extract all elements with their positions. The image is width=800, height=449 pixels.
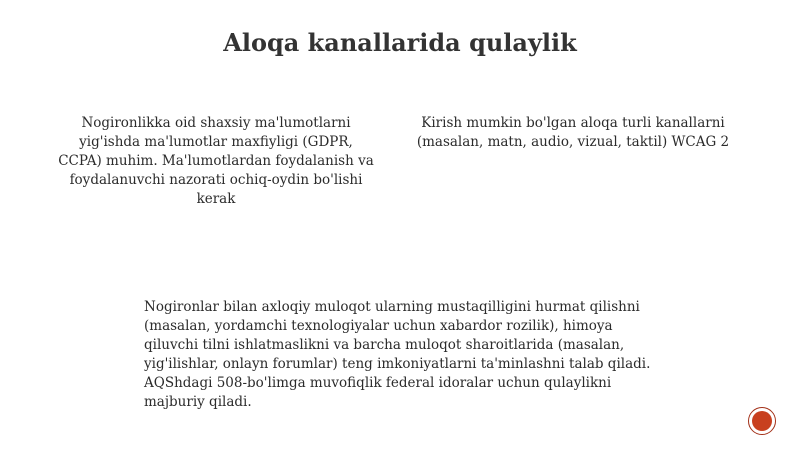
channels-text-block: Kirish mumkin bo'lgan aloqa turli kanallarni (masalan, matn, audio, vizual, taktil) WCAG 2 — [416, 115, 730, 150]
slide-nav-button[interactable] — [748, 407, 776, 435]
privacy-text-block: Nogironlikka oid shaxsiy ma'lumotlarni yig'ishda ma'lumotlar maxfiyligi (GDPR, CCPA) muhim. Ma'lumotlardan foydalanish va foydalanuvchi nazorati ochiq-oydin bo'lishi kerak — [58, 115, 374, 207]
ethics-text-block: Nogironlar bilan axloqiy muloqot ularning mustaqilligini hurmat qilishni (masalan, yordamchi texnologiyalar uchun xabardor rozilik), himoya qiluvchi tilni ishlatmaslikni va barcha muloqot sharoitlarida (masalan, yig'ilishlar, onlayn forumlar) teng imkoniyatlarni ta'minlashni talab qiladi. AQShdagi 508-bo'limga muvofiqlik federal idoralar uchun qulaylikni majburiy qiladi. — [144, 299, 651, 410]
slide-title: Aloqa kanallarida qulaylik — [223, 28, 577, 57]
circle-nav-icon — [752, 411, 772, 431]
